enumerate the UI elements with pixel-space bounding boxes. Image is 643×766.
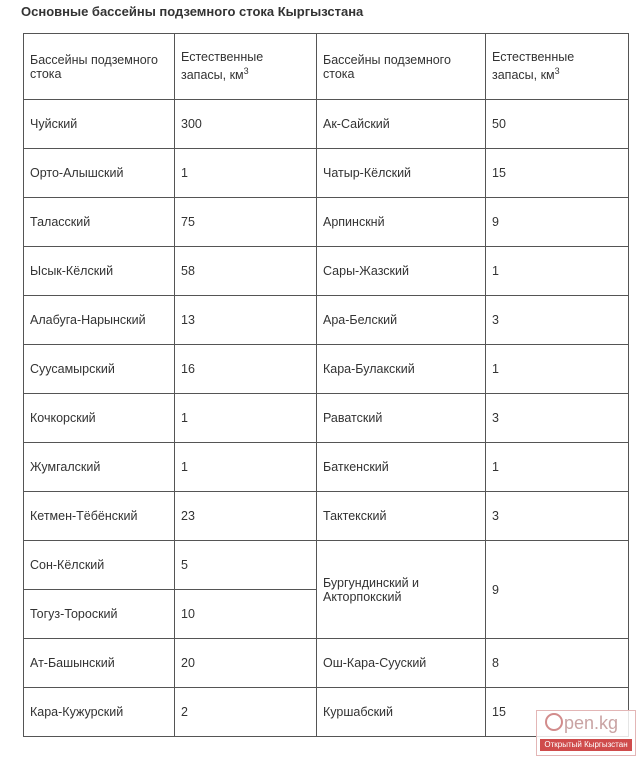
reserve-value-cell: 20 — [175, 639, 317, 688]
table-row — [24, 100, 629, 149]
basin-name-cell: Баткенский — [317, 443, 486, 492]
basin-name-cell: Таласский — [24, 198, 175, 247]
table-row — [24, 345, 629, 394]
reserve-value-cell: 300 — [175, 100, 317, 149]
reserve-value-cell: 1 — [486, 345, 629, 394]
reserve-value-cell: 13 — [175, 296, 317, 345]
reserve-value-cell: 5 — [175, 541, 317, 590]
reserve-value-cell: 58 — [175, 247, 317, 296]
table-row — [24, 492, 629, 541]
reserve-value-cell: 1 — [175, 394, 317, 443]
reserve-value-cell: 50 — [486, 100, 629, 149]
basin-name-cell: Кара-Булакский — [317, 345, 486, 394]
basin-name-cell: Жумгалский — [24, 443, 175, 492]
reserve-value-cell: 23 — [175, 492, 317, 541]
open-kg-logo: pen.kg — [545, 713, 618, 734]
basin-name-cell: Сон-Кёлский — [24, 541, 175, 590]
reserve-value-cell: 1 — [175, 149, 317, 198]
reserve-value-cell: 8 — [486, 639, 629, 688]
basins-table — [23, 33, 629, 737]
reserve-value-cell: 1 — [486, 247, 629, 296]
basin-name-cell: Кетмен-Тёбёнский — [24, 492, 175, 541]
table-row — [24, 394, 629, 443]
basin-name-cell: Куршабский — [317, 688, 486, 737]
basin-name-cell: Кочкорский — [24, 394, 175, 443]
reserve-value-cell: 1 — [486, 443, 629, 492]
basin-name-cell: Ош-Кара-Сууский — [317, 639, 486, 688]
basin-name-cell: Суусамырский — [24, 345, 175, 394]
table-header-row — [24, 34, 629, 100]
reserve-value-cell: 9 — [486, 541, 629, 639]
table-row — [24, 247, 629, 296]
reserve-value-cell: 3 — [486, 492, 629, 541]
basin-name-cell: Раватский — [317, 394, 486, 443]
reserve-value-cell: 75 — [175, 198, 317, 247]
table-row — [24, 443, 629, 492]
basin-name-cell: Тогуз-Тороский — [24, 590, 175, 639]
basin-name-cell: Чуйский — [24, 100, 175, 149]
basin-name-cell: Ысык-Кёлский — [24, 247, 175, 296]
basin-name-cell: Ара-Белский — [317, 296, 486, 345]
header-basin-right: Бассейны подземного стока — [317, 34, 486, 100]
reserve-value-cell: 9 — [486, 198, 629, 247]
watermark-logo[interactable] — [536, 710, 636, 756]
basin-name-cell: Орто-Алышский — [24, 149, 175, 198]
header-reserves-right: Естественные запасы, $км^3$ — [486, 34, 629, 100]
basin-name-cell: Сары-Жазский — [317, 247, 486, 296]
table-row — [24, 296, 629, 345]
header-basin-left: Бассейны подземного стока — [24, 34, 175, 100]
basin-name-cell: Бургундинский и Акторпокский — [317, 541, 486, 639]
reserve-value-cell: 15 — [486, 149, 629, 198]
basin-name-cell: Кара-Кужурский — [24, 688, 175, 737]
reserve-value-cell: 2 — [175, 688, 317, 737]
table-row — [24, 541, 629, 590]
table-title: Основные бассейны подземного стока Кыргызстана — [21, 4, 364, 19]
reserve-value-cell: 3 — [486, 394, 629, 443]
reserve-value-cell: 1 — [175, 443, 317, 492]
table-row — [24, 198, 629, 247]
logo-o-icon — [545, 713, 563, 731]
watermark-tagline: Открытый Кыргызстан — [540, 739, 632, 751]
reserve-value-cell: 3 — [486, 296, 629, 345]
table-row — [24, 639, 629, 688]
table-row — [24, 149, 629, 198]
basin-name-cell: Арпинскнй — [317, 198, 486, 247]
basin-name-cell: Тактекский — [317, 492, 486, 541]
reserve-value-cell: 15 — [486, 688, 629, 737]
header-reserves-left: Естественные запасы, $км^3$ — [175, 34, 317, 100]
basin-name-cell: Чатыр-Кёлский — [317, 149, 486, 198]
basin-name-cell: Алабуга-Нарынский — [24, 296, 175, 345]
reserve-value-cell: 16 — [175, 345, 317, 394]
reserve-value-cell: 10 — [175, 590, 317, 639]
basin-name-cell: Ак-Сайский — [317, 100, 486, 149]
basin-name-cell: Ат-Башынский — [24, 639, 175, 688]
